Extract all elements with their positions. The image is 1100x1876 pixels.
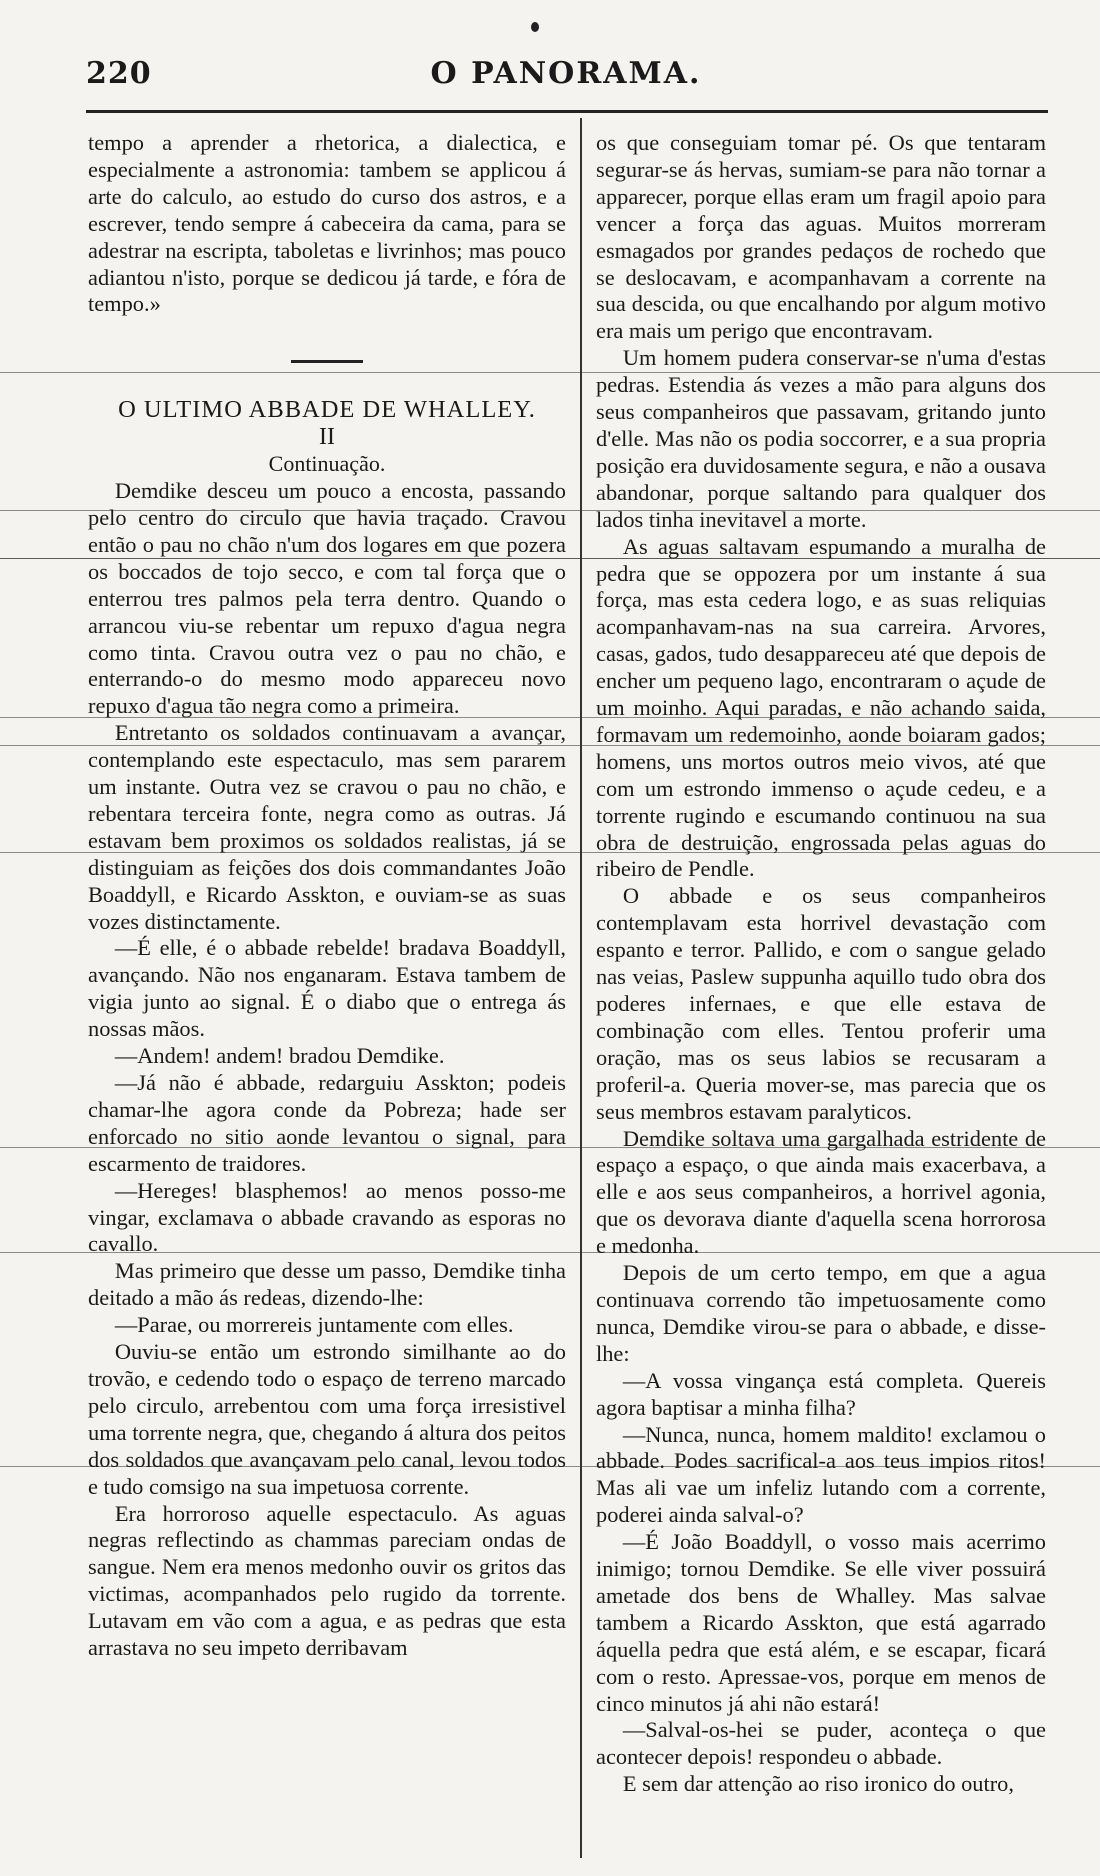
paragraph: As aguas saltavam espumando a muralha de pedra que se oppozera por um instante á sua força, mas esta cedera logo, e as suas reliquias acompanhavam-nas na sua carreira. Arvores, casas, gados, tudo desappareceu até que depois de encher um pequeno lago, encontraram o açude de um moinho. Aqui paradas, e não achando saida, formavam um redemoinho, aonde boiaram gados; homens, uns mortos outros meio vivos, até que com um estrondo immenso o açude cedeu, e a torrente rugindo e escumando continuou na sua obra de destruição, engrossada pelas aguas do ribeiro de Pendle. xyxy=(596,533,1046,882)
paragraph: —É elle, é o abbade rebelde! bradava Boaddyll, avançando. Não nos enganaram. Estava tambem de vigia junto ao signal. É o diabo que o entrega ás nossas mãos. xyxy=(88,935,566,1042)
paragraph: —Já não é abbade, redarguiu Asskton; podeis chamar-lhe agora conde da Pobreza; hade ser enforcado no sitio aonde levantou o signal, para escarmento de traidores. xyxy=(88,1070,566,1176)
ink-dot xyxy=(531,22,539,32)
paragraph: tempo a aprender a rhetorica, a dialectica, e especialmente a astronomia: tambem se applicou á arte do calculo, ao estudo do curso dos astros, e a escrever, tendo sempre á cabeceira da cama, para se adestrar na escripta, taboletas e livrinhos; mas pouco adiantou n'isto, porque se dedicou já tarde, e fóra de tempo.» xyxy=(88,130,566,317)
paragraph: Demdike soltava uma gargalhada estridente de espaço a espaço, o que ainda mais exacerbava, a elle e aos seus companheiros, a horrivel agonia, que os devorava diante d'aquella scena horrorosa e medonha. xyxy=(596,1125,1046,1259)
column-divider xyxy=(580,118,582,1858)
left-column xyxy=(88,130,566,1662)
paragraph: Depois de um certo tempo, em que a agua continuava correndo tão impetuosamente como nunca, Demdike virou-se para o abbade, e disse-lhe: xyxy=(596,1260,1046,1366)
right-column xyxy=(596,130,1046,1798)
paragraph: —A vossa vingança está completa. Quereis agora baptisar a minha filha? xyxy=(596,1367,1046,1420)
paragraph: O abbade e os seus companheiros contemplavam esta horrivel devastação com espanto e terror. Pallido, e com o sangue gelado nas veias, Paslew suppunha aquillo tudo obra dos poderes infernaes, e que elle estava de combinação com elles. Tentou proferir uma oração, mas os seus labios se recusaram a proferil-a. Queria mover-se, mas parecia que os seus membros estavam paralyticos. xyxy=(596,883,1046,1124)
paragraph: Ouviu-se então um estrondo similhante ao do trovão, e cedendo todo o espaço de terreno marcado pelo circulo, arrebentou com uma força irresistivel uma torrente negra, que, chegando á altura dos peitos dos soldados que avançavam pelo canal, levou todos e tudo comsigo na sua impetuosa corrente. xyxy=(88,1339,566,1499)
paragraph: —É João Boaddyll, o vosso mais acerrimo inimigo; tornou Demdike. Se elle viver possuirá ametade dos bens de Whalley. Mas salvae tambem a Ricardo Asskton, que está agarrado áquella pedra que está além, e se escapar, ficará com o resto. Apressae-vos, porque em menos de cinco minutos já ahi não estará! xyxy=(596,1529,1046,1716)
paragraph: —Parae, ou morrereis juntamente com elles. xyxy=(114,1312,514,1338)
paragraph: Um homem pudera conservar-se n'uma d'estas pedras. Estendia ás vezes a mão para alguns dos seus companheiros que passavam, gritando junto d'elle. Mas não os podia soccorrer, e a sua propria posição era duvidosamente segura, e não a ousava abandonar, porque saltando para qualquer dos lados tinha inevitavel a morte. xyxy=(596,345,1046,532)
page-header xyxy=(86,52,1046,92)
paragraph: —Andem! andem! bradou Demdike. xyxy=(114,1043,445,1069)
paragraph: —Nunca, nunca, homem maldito! exclamou o abbade. Podes sacrifical-a aos teus impios ritos! Mas ali vae um infeliz lutando com a corrente, poderei ainda salval-o? xyxy=(596,1421,1046,1528)
continuation-label: Continuação. xyxy=(268,451,386,477)
paragraph: E sem dar attenção ao riso ironico do outro, xyxy=(622,1771,1014,1797)
paragraph: Demdike desceu um pouco a encosta, passando pelo centro do circulo que havia traçado. Cravou então o pau no chão n'um dos logares em que pozera os boccados de tojo secco, e com tal força que o enterrou tres palmos pela terra dentro. Quando o arrancou viu-se rebentar um repuxo d'agua negra como tinta. Cravou outra vez o pau no chão, e enterrando-o do mesmo modo appareceu novo repuxo d'agua tão negra como a primeira. xyxy=(88,478,566,719)
paragraph: Mas primeiro que desse um passo, Demdike tinha deitado a mão ás redeas, dizendo-lhe: xyxy=(88,1258,566,1311)
page-number: 220 xyxy=(86,56,152,91)
journal-title: O PANORAMA. xyxy=(430,56,702,91)
paragraph: —Salval-os-hei se puder, aconteça o que acontecer depois! respondeu o abbade. xyxy=(596,1717,1046,1770)
header-rule xyxy=(86,110,1048,113)
paragraph: Era horroroso aquelle espectaculo. As aguas negras reflectindo as chammas pareciam ondas de sangue. Nem era menos medonho ouvir os gritos das victimas, acompanhados pelo rugido da torrente. Lutavam em vão com a agua, e as pedras que esta arrastava no seu impeto derribavam xyxy=(88,1500,566,1661)
paragraph: —Hereges! blasphemos! ao menos posso-me vingar, exclamava o abbade cravando as esporas no cavallo. xyxy=(88,1177,566,1257)
article-title: O ULTIMO ABBADE DE WHALLEY. xyxy=(118,396,536,424)
part-numeral: II xyxy=(319,424,335,451)
paragraph: os que conseguiam tomar pé. Os que tentaram segurar-se ás hervas, sumiam-se para não tornar a apparecer, porque ellas eram um fragil apoio para vencer a força das aguas. Muitos morreram esmagados por grandes pedaços de rochedo que se deslocavam, e acompanhavam a corrente na sua descida, ou que encalhando por algum motivo era mais um perigo que encontravam. xyxy=(596,130,1046,344)
section-divider xyxy=(291,360,363,363)
paragraph: Entretanto os soldados continuavam a avançar, contemplando este espectaculo, mas sem pararem um instante. Outra vez se cravou o pau no chão, e rebentara terceira fonte, negra como as outras. Já estavam bem proximos os soldados realistas, já se distinguiam as feições dos dois commandantes João Boaddyll, e Ricardo Asskton, e ouviam-se as suas vozes distinctamente. xyxy=(88,720,566,934)
